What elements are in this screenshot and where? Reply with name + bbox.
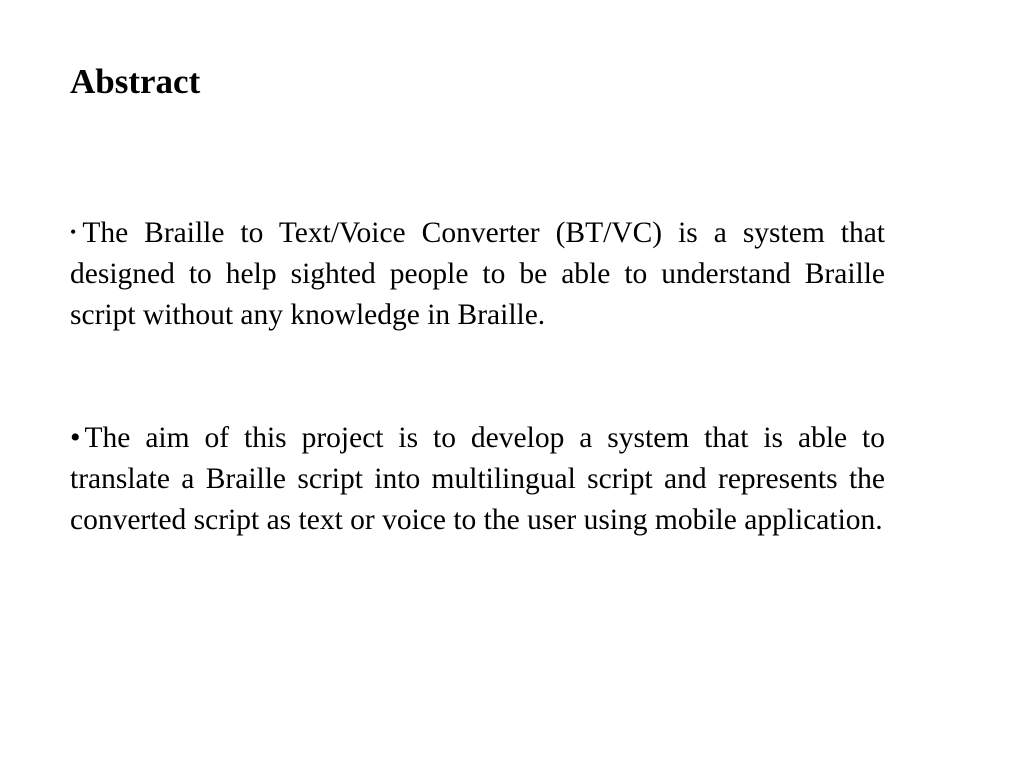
slide-title: Abstract	[70, 62, 201, 101]
bullet-marker-1: •	[70, 222, 77, 242]
bullet-text-2: The aim of this project is to develop a system that is able to translate a Braille script into multilingual script and represents the converted script as text or voice to the user using mobile application.	[70, 422, 885, 536]
bullet-paragraph-2	[70, 417, 885, 541]
bullet-paragraph-1	[70, 212, 885, 336]
bullet-marker-2: •	[70, 421, 81, 454]
bullet-text-1: The Braille to Text/Voice Converter (BT/VC) is a system that designed to help sighted people to be able to understand Braille script without any knowledge in Braille.	[70, 217, 885, 331]
